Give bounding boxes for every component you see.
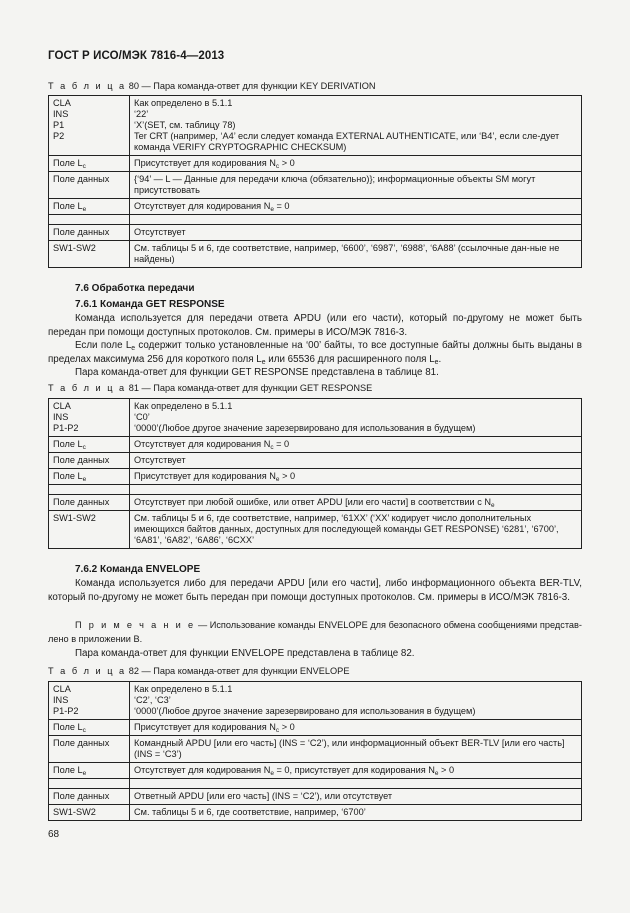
table-row <box>49 241 582 268</box>
table-caption-word: Т а б л и ц а <box>48 383 127 393</box>
data-field-value: {‘94’ — L — Данные для передачи ключа (обязательно)}; информационные объекты SM могут присутствовать <box>130 172 582 199</box>
response-data-value: Ответный APDU [или его часть] (INS = ‘C2’), или отсутствует <box>130 789 582 805</box>
le-field-label: Поле $L_e$ <box>49 763 130 779</box>
table-caption-text: 80 — Пара команда-ответ для функции KEY DERIVATION <box>126 81 376 91</box>
cmd-param-labels: CLA INS P1-P2 <box>49 682 130 720</box>
le-field-label: Поле $L_e$ <box>49 199 130 215</box>
table-row <box>49 511 582 549</box>
response-data-value: Отсутствует при любой ошибке, или ответ APDU [или его части] в соответствии с $N_e$ <box>130 495 582 511</box>
note-block <box>48 619 582 646</box>
paragraph: Пара команда-ответ для функции GET RESPONSE представлена в таблице 81. <box>75 367 439 378</box>
lc-field-label: Поле $L_c$ <box>49 156 130 172</box>
table-gap <box>49 215 582 225</box>
note: П р и м е ч а н и е — Использование команды ENVELOPE для безопасного обмена сообщениями представ-лено в приложении В. <box>48 620 582 644</box>
le-field-value: Присутствует для кодирования $N_e > 0$ <box>130 469 582 485</box>
table-82 <box>48 681 582 821</box>
sw-label: SW1-SW2 <box>49 511 130 549</box>
table-row <box>49 720 582 736</box>
table-gap <box>49 485 582 495</box>
table-row <box>49 682 582 720</box>
table-80 <box>48 95 582 268</box>
lc-field-value: Присутствует для кодирования $N_c > 0$ <box>130 156 582 172</box>
response-data-label: Поле данных <box>49 495 130 511</box>
lc-field-value: Присутствует для кодирования $N_c > 0$ <box>130 720 582 736</box>
section-7-6-1-heading: 7.6.1 Команда GET RESPONSE <box>75 299 225 310</box>
table-row <box>49 172 582 199</box>
paragraph: Команда используется для передачи ответа APDU (или его части), который по-другому не может быть передан при помощи доступных протоколов. См. примеры в ИСО/МЭК 7816-3. <box>48 313 582 338</box>
table-81 <box>48 398 582 549</box>
data-field-value: Командный APDU [или его часть] (INS = ‘C2’), или информационный объект BER-TLV [или его часть] (INS = ‘C3’) <box>130 736 582 763</box>
table-row <box>49 469 582 485</box>
section-7-6-2-heading: 7.6.2 Команда ENVELOPE <box>75 564 201 575</box>
table-80-caption <box>48 81 375 91</box>
table-row <box>49 789 582 805</box>
table-caption-text: 82 — Пара команда-ответ для функции ENVELOPE <box>126 666 350 676</box>
table-caption-word: Т а б л и ц а <box>48 81 127 91</box>
table-row <box>49 399 582 437</box>
table-row <box>49 763 582 779</box>
response-data-value: Отсутствует <box>130 225 582 241</box>
sw-label: SW1-SW2 <box>49 805 130 821</box>
table-82-caption <box>48 666 349 676</box>
data-field-label: Поле данных <box>49 736 130 763</box>
lc-field-label: Поле $L_c$ <box>49 437 130 453</box>
section-7-6-2-body-2 <box>48 647 582 661</box>
page-number: 68 <box>48 829 60 840</box>
table-row <box>49 453 582 469</box>
paragraph: Если поле $L_e$ содержит только установленные на ‘00’ байты, то все доступные байты должны быть выданы в пределах максимума 256 для короткого поля $L_e$ или 65536 для расширенного поля $L_e$. <box>48 340 583 366</box>
section-7-6-heading: 7.6 Обработка передачи <box>75 283 195 294</box>
table-row <box>49 225 582 241</box>
table-row <box>49 156 582 172</box>
le-field-value: Отсутствует для кодирования $N_e = 0$, присутствует для кодирования $N_e > 0$ <box>130 763 582 779</box>
response-data-label: Поле данных <box>49 789 130 805</box>
table-81-caption <box>48 383 372 393</box>
cmd-param-labels: CLA INS P1-P2 <box>49 399 130 437</box>
sw-value: См. таблицы 5 и 6, где соответствие, например, ‘6600’, ‘6987’, ‘6988’, ‘6A88’ (ссылочные дан-ные не найдены) <box>130 241 582 268</box>
table-row <box>49 199 582 215</box>
cmd-param-values: Как определено в 5.1.1 ‘22’ ‘X’(SET, см. таблицу 78) Ter CRT (например, ‘A4’ если следует команда EXTERNAL AUTHENTICATE, или ‘B4’, если сле-дует команда VERIFY CRYPTOGRAPHIC CHECKSUM) <box>130 96 582 156</box>
data-field-label: Поле данных <box>49 453 130 469</box>
paragraph: Пара команда-ответ для функции ENVELOPE представлена в таблице 82. <box>75 648 415 659</box>
table-caption-text: 81 — Пара команда-ответ для функции GET RESPONSE <box>126 383 373 393</box>
response-data-label: Поле данных <box>49 225 130 241</box>
table-row <box>49 437 582 453</box>
table-caption-word: Т а б л и ц а <box>48 666 127 676</box>
table-row <box>49 805 582 821</box>
cmd-param-values: Как определено в 5.1.1 ‘C0’ ‘0000’(Любое другое значение зарезервировано для использования в будущем) <box>130 399 582 437</box>
le-field-label: Поле $L_e$ <box>49 469 130 485</box>
sw-value: См. таблицы 5 и 6, где соответствие, например, ‘61XX’ (‘XX’ кодирует число дополнительных имеющихся байтов данных, доступных для последующей команды GET RESPONSE) ‘6281’, ‘6700’, ‘6A81’, ‘6A82’, ‘6A86’, ‘6CXX’ <box>130 511 582 549</box>
paragraph: Команда используется либо для передачи APDU [или его части], либо информационного объекта BER-TLV, который по-другому не может быть передан при помощи доступных протоколов. См. примеры в ИСО/МЭК 7816-3. <box>48 578 582 603</box>
table-row <box>49 96 582 156</box>
sw-value: См. таблицы 5 и 6, где соответствие, например, ‘6700’ <box>130 805 582 821</box>
data-field-value: Отсутствует <box>130 453 582 469</box>
table-row <box>49 736 582 763</box>
table-gap <box>49 779 582 789</box>
sw-label: SW1-SW2 <box>49 241 130 268</box>
le-field-value: Отсутствует для кодирования $N_e = 0$ <box>130 199 582 215</box>
lc-field-value: Отсутствует для кодирования $N_c = 0$ <box>130 437 582 453</box>
lc-field-label: Поле $L_c$ <box>49 720 130 736</box>
page-header-title: ГОСТ Р ИСО/МЭК 7816-4—2013 <box>48 50 225 62</box>
cmd-param-labels: CLA INS P1 P2 <box>49 96 130 156</box>
table-row <box>49 495 582 511</box>
section-7-6-1-body <box>48 312 582 380</box>
section-7-6-2-body <box>48 577 582 604</box>
data-field-label: Поле данных <box>49 172 130 199</box>
cmd-param-values: Как определено в 5.1.1 ‘C2’, ‘C3’ ‘0000’(Любое другое значение зарезервировано для использования в будущем) <box>130 682 582 720</box>
